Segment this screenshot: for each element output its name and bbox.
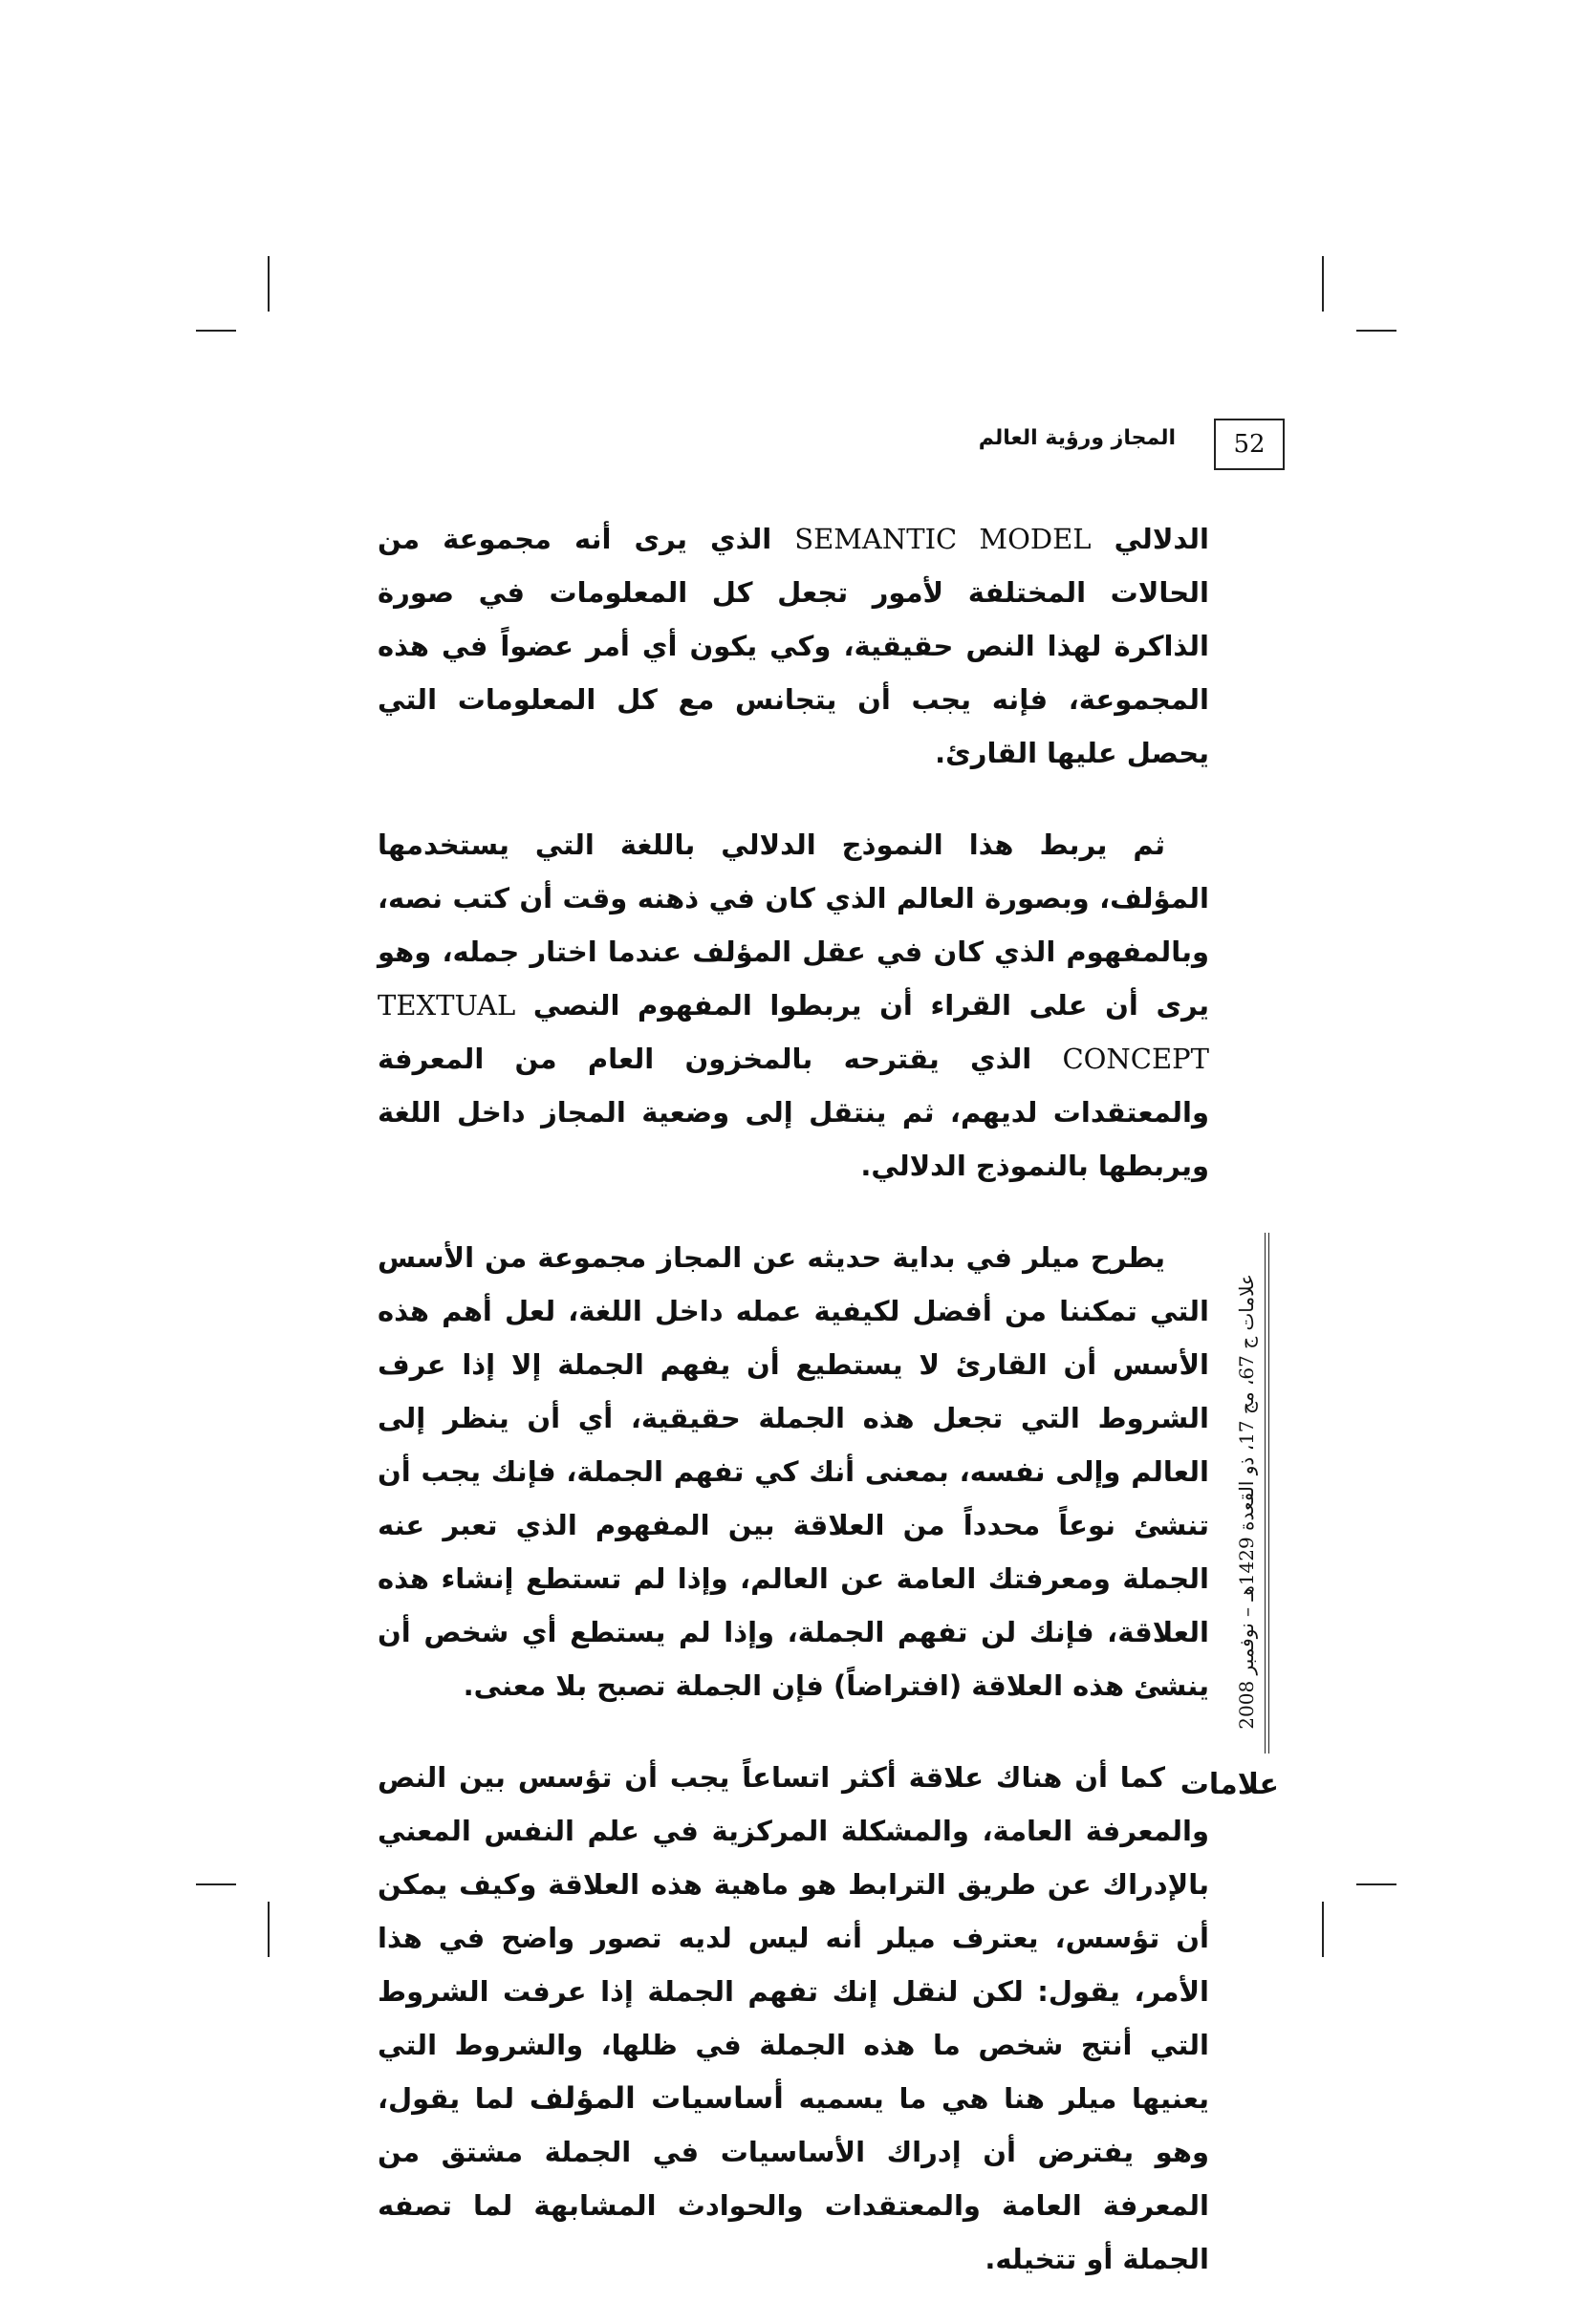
crop-mark <box>268 1902 270 1957</box>
latin-term: SEMANTIC MODEL <box>794 523 1092 555</box>
crop-mark <box>196 330 236 332</box>
paragraph <box>378 1751 1209 2286</box>
journal-logo: علامات <box>1180 1768 1279 1801</box>
running-title: المجاز ورؤية العالم <box>978 426 1176 450</box>
crop-mark <box>196 1883 236 1885</box>
paragraph <box>378 512 1209 780</box>
crop-mark <box>1356 1883 1396 1885</box>
journal-citation: علامات ج 67، مج 17، ذو القعدة 1429هـ – نوفمبر 2008 <box>1235 1274 1258 1730</box>
emphasized-term: أساسيات المؤلف <box>529 2081 784 2116</box>
text-segment: يطرح ميلر في بداية حديثه عن المجاز مجموعة من الأسس التي تمكننا من أفضل لكيفية عمله داخل اللغة، لعل أهم هذه الأسس أن القارئ لا يستطيع أن يفهم الجملة إلا إذا عرف الشروط التي تجعل هذه الجملة حقيقية، أي أن ينظر إلى العالم وإلى نفسه، بمعنى أنك كي تفهم الجملة، فإنك يجب أن تنشئ نوعاً محدداً من العلاقة بين المفهوم الذي تعبر عنه الجملة ومعرفتك العامة عن العالم، وإذا لم تستطع إنشاء هذه العلاقة، فإنك لن تفهم الجملة، وإذا لم يستطع أي شخص أن ينشئ هذه العلاقة (افتراضاً) فإن الجملة تصبح بلا معنى. <box>378 1241 1209 1702</box>
side-rule <box>1265 1233 1269 1754</box>
text-segment: كما أن هناك علاقة أكثر اتساعاً يجب أن تؤسس بين النص والمعرفة العامة، والمشكلة المركزية في علم النفس المعني بالإدراك عن طريق الترابط هو ماهية هذه العلاقة وكيف يمكن أن تؤسس، يعترف ميلر أنه ليس لديه تصور واضح في هذا الأمر، يقول: لكن لنقل إنك تفهم الجملة إذا عرفت الشروط التي أنتج شخص ما هذه الجملة في ظلها، والشروط التي يعنيها ميلر هنا هي ما يسميه <box>378 1761 1209 2115</box>
paragraph <box>378 818 1209 1193</box>
article-body <box>378 512 1209 2324</box>
text-segment: لما يقول، وهو يفترض أن إدراك الأساسيات في الجملة مشتق من المعرفة العامة والمعتقدات والحوادث المشابهة لما تصفه الجملة أو تتخيله. <box>378 2082 1209 2275</box>
text-segment: الدلالي <box>1114 523 1209 555</box>
paragraph <box>378 1231 1209 1712</box>
text-segment: الذي يقترحه بالمخزون العام من المعرفة والمعتقدات لديهم، ثم ينتقل إلى وضعية المجاز داخل اللغة ويربطها بالنموذج الدلالي. <box>378 1043 1209 1182</box>
side-footer <box>1224 1233 1268 1730</box>
crop-mark <box>1322 1902 1324 1957</box>
crop-mark <box>1322 256 1324 312</box>
text-segment: ثم يربط هذا النموذج الدلالي باللغة التي يستخدمها المؤلف، وبصورة العالم الذي كان في ذهنه وقت أن كتب نصه، وبالمفهوم الذي كان في عقل المؤلف عندما اختار جمله، وهو يرى أن على القراء أن يربطوا المفهوم النصي <box>378 828 1209 1022</box>
page-number: 52 <box>1214 419 1285 470</box>
crop-mark <box>268 256 270 312</box>
crop-mark <box>1356 330 1396 332</box>
latin-term: TEXTUAL CONCEPT <box>378 989 1209 1075</box>
text-segment: الذي يرى أنه مجموعة من الحالات المختلفة لأمور تجعل كل المعلومات في صورة الذاكرة لهذا النص حقيقية، وكي يكون أي أمر عضواً في هذه المجموعة، فإنه يجب أن يتجانس مع كل المعلومات التي يحصل عليها القارئ. <box>378 523 1209 769</box>
